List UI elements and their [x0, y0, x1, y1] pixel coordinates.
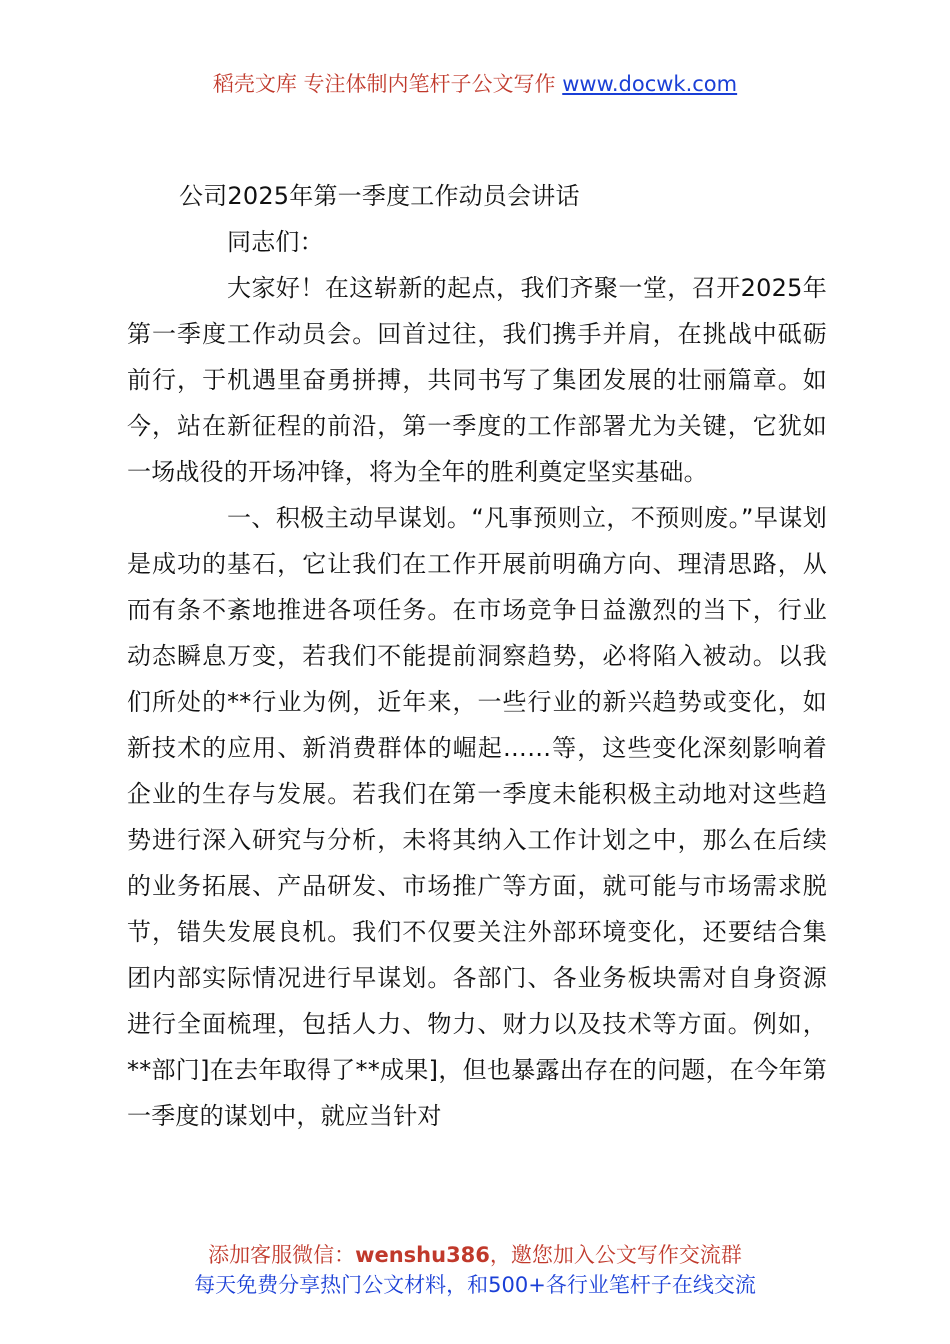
header-url-link[interactable]: www.docwk.com [562, 72, 738, 96]
footer-wechat-id: wenshu386 [355, 1243, 490, 1267]
footer-promo-line: 每天免费分享热门公文材料，和500+各行业笔杆子在线交流 [194, 1273, 756, 1297]
salutation: 同志们： [227, 228, 324, 256]
page-header [0, 68, 950, 100]
footer-contact-suffix: ，邀您加入公文写作交流群 [489, 1243, 742, 1267]
paragraph-intro: 大家好！在这崭新的起点，我们齐聚一堂，召开2025年第一季度工作动员会。回首过往，我们携手并肩，在挑战中砥砺前行，于机遇里奋勇拼搏，共同书写了集团发展的壮丽篇章。如今，站在新征程的前沿，第一季度的工作部署尤为关键，它犹如一场战役的开场冲锋，将为全年的胜利奠定坚实基础。 [127, 274, 827, 486]
footer-contact-prefix: 添加客服微信： [208, 1243, 356, 1267]
header-brand: 稻壳文库 专注体制内笔杆子公文写作 [212, 72, 556, 96]
paragraph-section-one: 一、积极主动早谋划。“凡事预则立，不预则废。”早谋划是成功的基石，它让我们在工作开展前明确方向、理清思路，从而有条不紊地推进各项任务。在市场竞争日益激烈的当下，行业动态瞬息万变，若我们不能提前洞察趋势，必将陷入被动。以我们所处的**行业为例，近年来，一些行业的新兴趋势或变化，如新技术的应用、新消费群体的崛起……等，这些变化深刻影响着企业的生存与发展。若我们在第一季度未能积极主动地对这些趋势进行深入研究与分析，未将其纳入工作计划之中，那么在后续的业务拓展、产品研发、市场推广等方面，就可能与市场需求脱节，错失发展良机。我们不仅要关注外部环境变化，还要结合集团内部实际情况进行早谋划。各部门、各业务板块需对自身资源进行全面梳理，包括人力、物力、财力以及技术等方面。例如，**部门]在去年取得了**成果]，但也暴露出存在的问题，在今年第一季度的谋划中，就应当针对 [127, 504, 827, 1130]
document-title: 公司2025年第一季度工作动员会讲话 [179, 182, 580, 210]
footer-contact-line [0, 1240, 950, 1270]
document-body [127, 173, 827, 1139]
page-footer [0, 1240, 950, 1300]
